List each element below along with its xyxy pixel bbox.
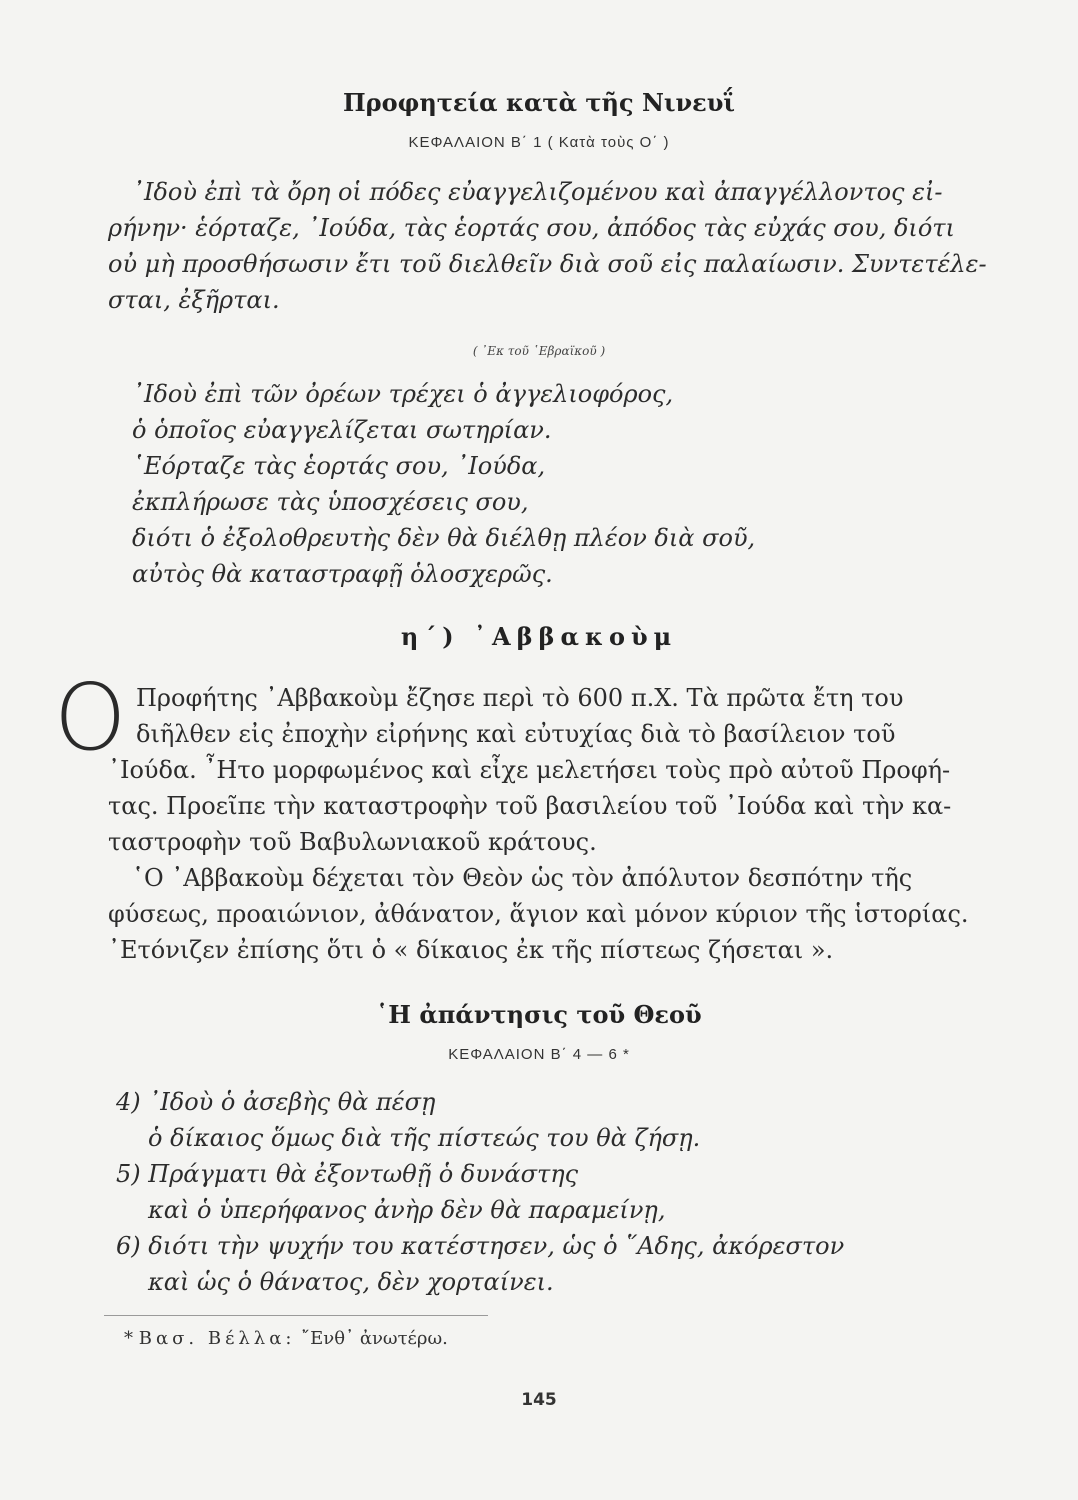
- lxx-line-2: ρήνην· ἑόρταζε, ᾿Ιούδα, τὰς ἑορτάς σου, ἀπόδος τὰς εὐχάς σου, διότι: [108, 214, 955, 242]
- footnote-author: Βασ. Βέλλα:: [138, 1328, 296, 1349]
- verse-6-line-2: καὶ ὡς ὁ θάνατος, δὲν χορταίνει.: [148, 1268, 554, 1296]
- verse-4-line-1: 4) ᾿Ιδοὺ ὁ ἀσεβὴς θὰ πέσῃ: [116, 1088, 436, 1116]
- paragraph-line-4: τας. Προεῖπε τὴν καταστροφὴν τοῦ βασιλείου τοῦ ᾿Ιούδα καὶ τὴν κα-: [108, 792, 952, 820]
- hebrew-line-5: διότι ὁ ἐξολοθρευτὴς δὲν θὰ διέλθῃ πλέον διὰ σοῦ,: [132, 524, 756, 552]
- footnote-text: ῎Ενθ᾿ ἀνωτέρω.: [301, 1328, 448, 1349]
- lxx-line-1: ᾿Ιδοὺ ἐπὶ τὰ ὄρη οἱ πόδες εὐαγγελιζομένου καὶ ἀπαγγέλλοντος εἰ-: [132, 178, 943, 206]
- footnote-marker: *: [124, 1328, 133, 1349]
- page-number: 145: [521, 1390, 557, 1410]
- footnote-divider: [104, 1315, 488, 1316]
- verse-4-line-2: ὁ δίκαιος ὅμως διὰ τῆς πίστεώς του θὰ ζήσῃ.: [148, 1124, 701, 1152]
- hebrew-line-6: αὐτὸς θὰ καταστραφῇ ὁλοσχερῶς.: [132, 560, 553, 588]
- paragraph-line-2: διῆλθεν εἰς ἐποχὴν εἰρήνης καὶ εὐτυχίας διὰ τὸ βασίλειον τοῦ: [136, 720, 896, 748]
- hebrew-line-4: ἐκπλήρωσε τὰς ὑποσχέσεις σου,: [132, 488, 529, 516]
- section-title-nineveh: Προφητεία κατὰ τῆς Νινευΐ: [342, 88, 736, 117]
- lxx-line-4: σται, ἐξῆρται.: [108, 286, 280, 314]
- section-heading-habakkuk: η΄) ᾿Αββακοὺμ: [400, 622, 678, 651]
- chapter-reference-verses: ΚΕΦΑΛΑΙΟΝ Β΄ 4 — 6 *: [448, 1046, 630, 1063]
- section-title-gods-answer: ῾Η ἀπάντησις τοῦ Θεοῦ: [376, 1000, 702, 1029]
- paragraph-line-5: ταστροφὴν τοῦ Βαβυλωνιακοῦ κράτους.: [108, 828, 597, 856]
- hebrew-line-3: ῾Εόρταζε τὰς ἑορτάς σου, ᾿Ιούδα,: [132, 452, 546, 480]
- hebrew-source-note: ( ᾿Εκ τοῦ ῾Εβραϊκοῦ ): [472, 344, 606, 358]
- paragraph-line-3: ᾿Ιούδα. ῏Ητο μορφωμένος καὶ εἶχε μελετήσει τοὺς πρὸ αὐτοῦ Προφή-: [108, 756, 951, 784]
- paragraph-line-1: Προφήτης ᾿Αββακοὺμ ἔζησε περὶ τὸ 600 π.Χ. Τὰ πρῶτα ἔτη του: [136, 684, 904, 712]
- paragraph-line-8: ᾿Ετόνιζεν ἐπίσης ὅτι ὁ « δίκαιος ἐκ τῆς πίστεως ζήσεται ».: [108, 936, 834, 964]
- chapter-reference-lxx: ΚΕΦΑΛΑΙΟΝ Β΄ 1 ( Κατὰ τοὺς Ο΄ ): [408, 134, 670, 151]
- drop-cap-letter: Ο: [54, 664, 127, 771]
- paragraph-line-6: ῾Ο ᾿Αββακοὺμ δέχεται τὸν Θεὸν ὡς τὸν ἀπόλυτον δεσπότην τῆς: [132, 864, 913, 892]
- verse-6-line-1: 6) διότι τὴν ψυχήν του κατέστησεν, ὡς ὁ ῞Αδης, ἀκόρεστον: [116, 1232, 845, 1260]
- verse-5-line-2: καὶ ὁ ὑπερήφανος ἀνὴρ δὲν θὰ παραμείνῃ,: [148, 1196, 666, 1224]
- hebrew-line-2: ὁ ὁποῖος εὐαγγελίζεται σωτηρίαν.: [132, 416, 552, 444]
- footnote: [124, 1328, 448, 1349]
- lxx-line-3: οὐ μὴ προσθήσωσιν ἔτι τοῦ διελθεῖν διὰ σοῦ εἰς παλαίωσιν. Συντετέλε-: [108, 250, 987, 278]
- verse-5-line-1: 5) Πράγματι θὰ ἐξοντωθῇ ὁ δυνάστης: [116, 1160, 579, 1188]
- hebrew-line-1: ᾿Ιδοὺ ἐπὶ τῶν ὀρέων τρέχει ὁ ἀγγελιοφόρος,: [132, 380, 674, 408]
- paragraph-line-7: φύσεως, προαιώνιον, ἀθάνατον, ἅγιον καὶ μόνον κύριον τῆς ἱστορίας.: [108, 900, 969, 928]
